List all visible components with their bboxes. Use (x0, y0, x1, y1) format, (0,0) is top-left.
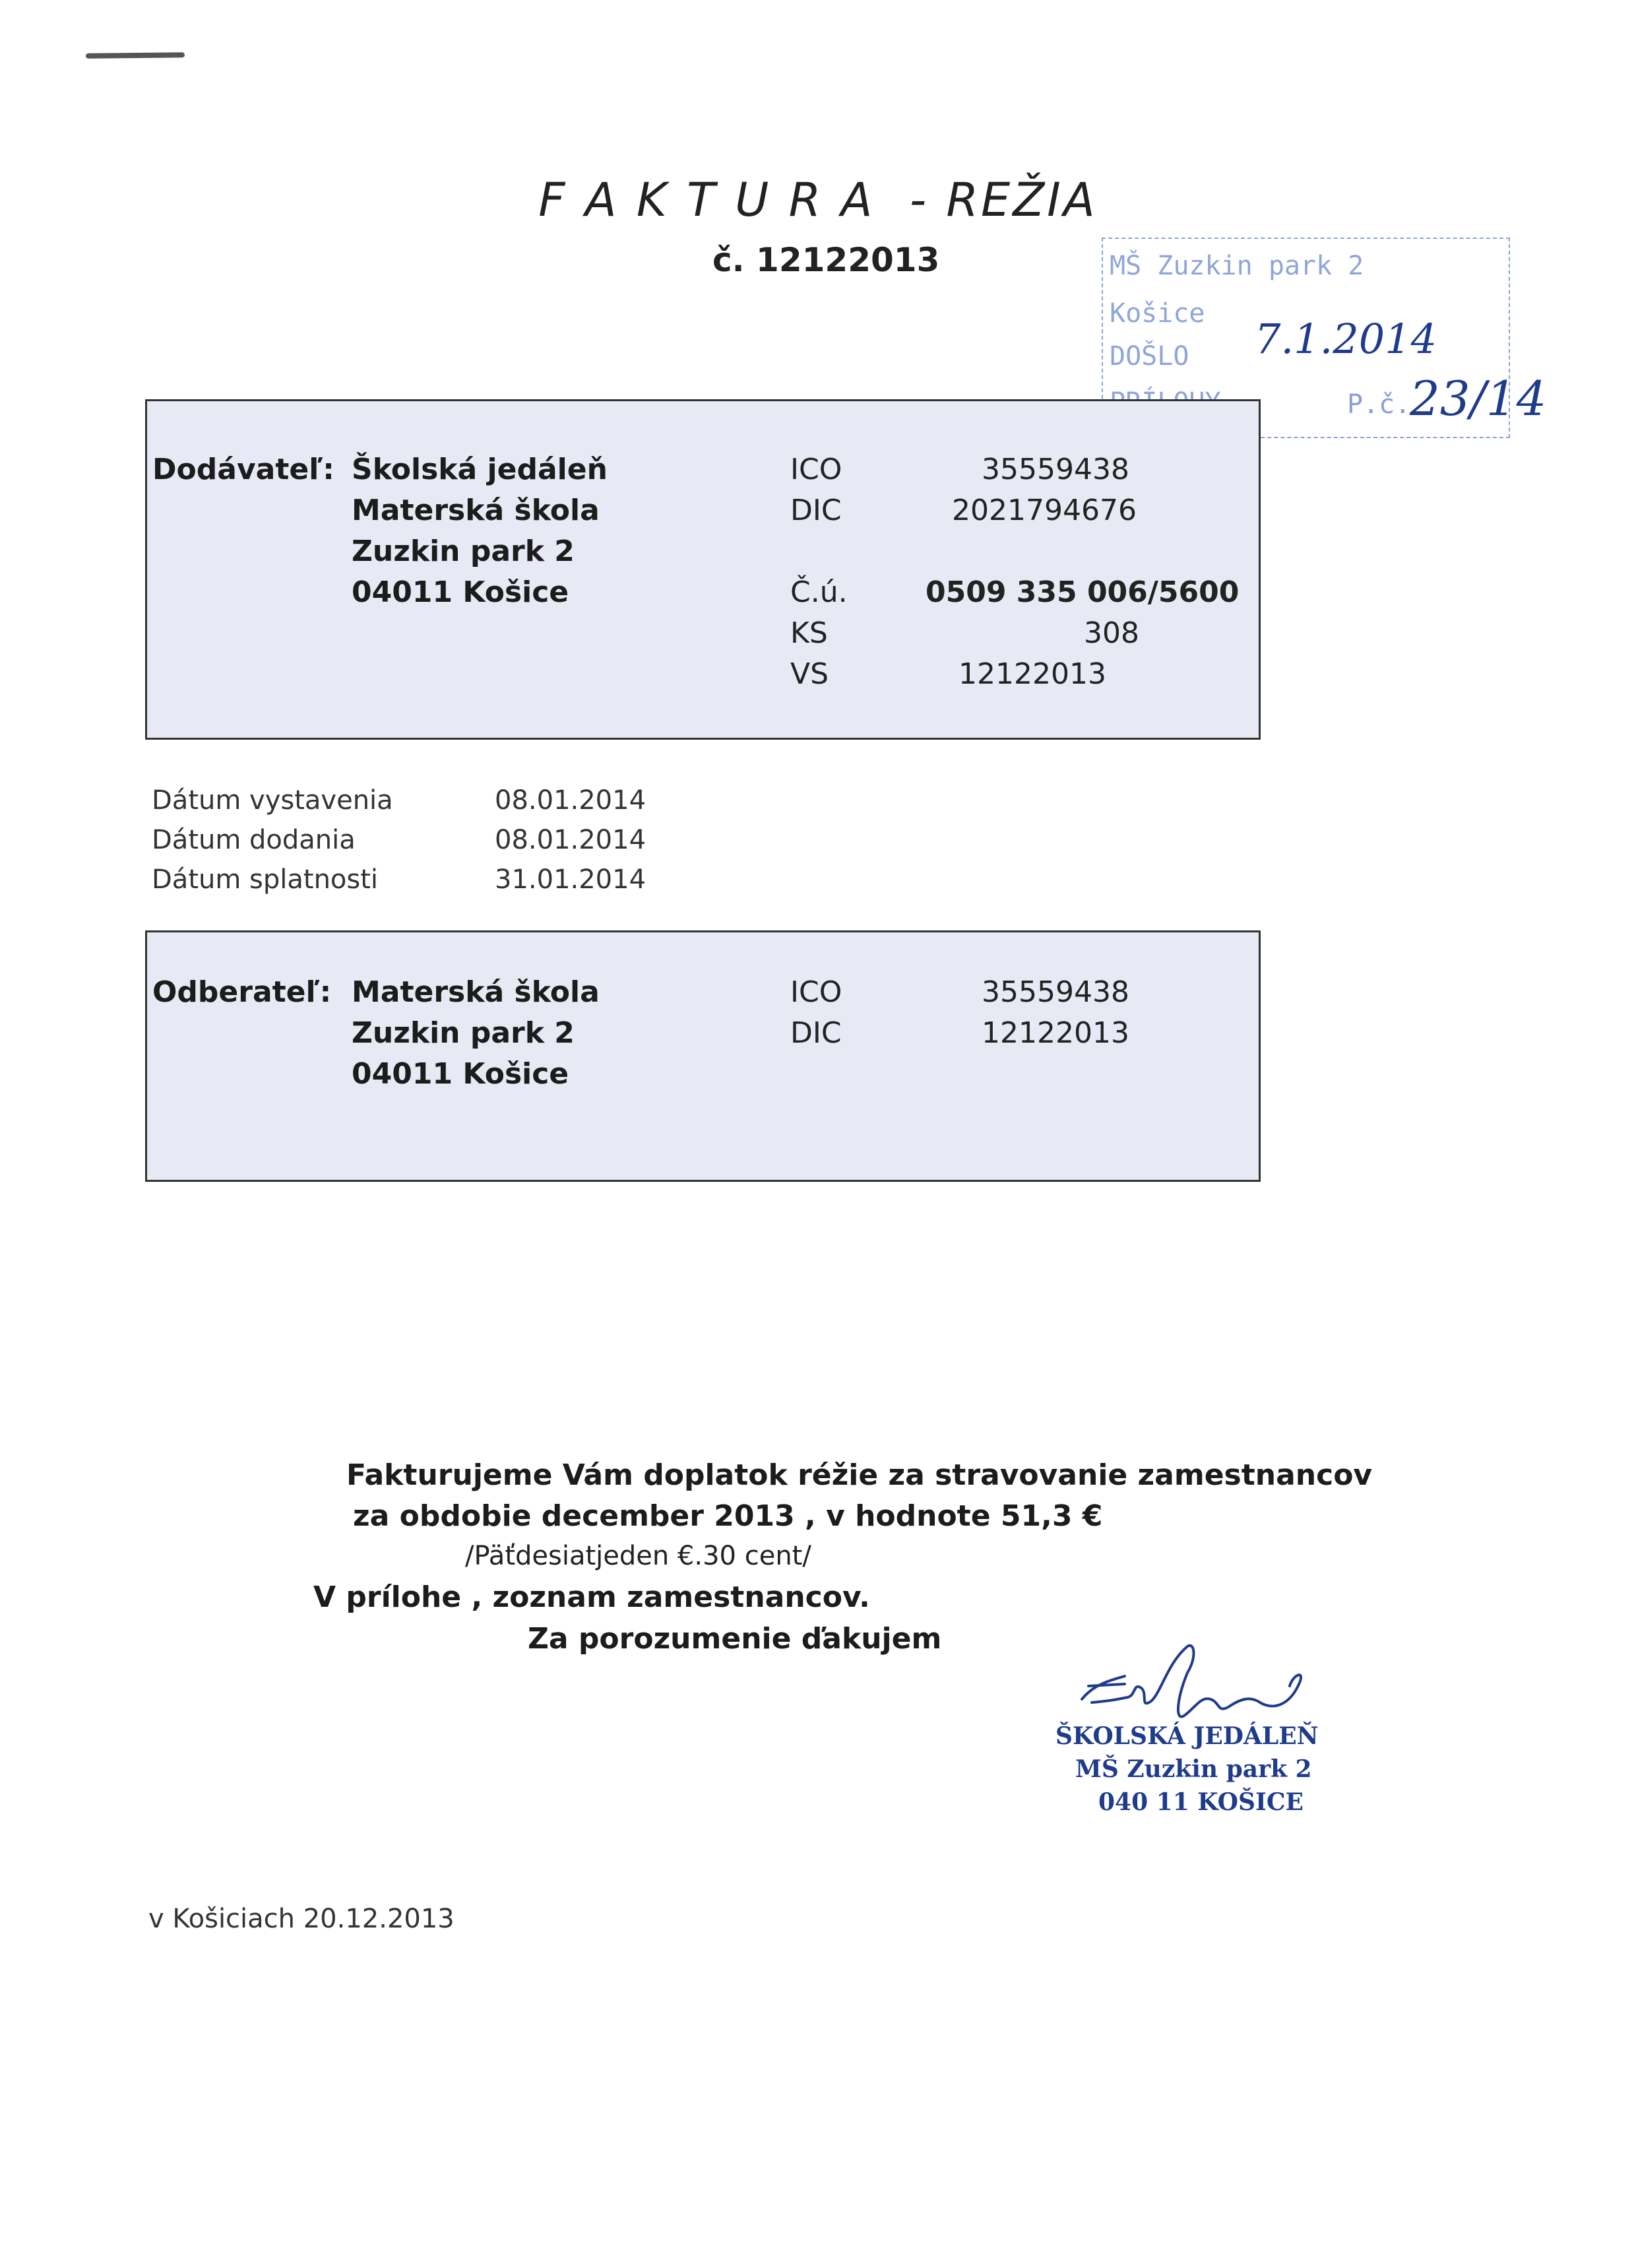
supplier-dic: 2021794676 (952, 494, 1137, 527)
body-line-4: V prílohe , zoznam zamestnancov. (313, 1580, 870, 1614)
signature-stamp-line2: MŠ Zuzkin park 2 (1075, 1755, 1312, 1783)
body-line-5: Za porozumenie ďakujem (528, 1622, 942, 1656)
stamp-line-school: MŠ Zuzkin park 2 (1110, 251, 1364, 281)
supplier-ks-label: KS (790, 616, 828, 650)
body-line-2: za obdobie december 2013 , v hodnote 51,3 € (353, 1499, 1103, 1533)
supplier-street: Zuzkin park 2 (352, 535, 575, 568)
date-delivery: 08.01.2014 (495, 825, 646, 855)
stamp-pc-label: P.č. (1347, 389, 1411, 420)
customer-box (145, 930, 1261, 1182)
stamp-line-received: DOŠLO (1110, 341, 1189, 372)
customer-ico: 35559438 (982, 975, 1129, 1009)
date-delivery-label: Dátum dodania (152, 825, 356, 855)
supplier-vs: 12122013 (959, 657, 1106, 691)
date-issued-label: Dátum vystavenia (152, 785, 393, 816)
date-issued: 08.01.2014 (495, 785, 646, 816)
date-due: 31.01.2014 (495, 864, 646, 895)
customer-name: Materská škola (352, 975, 600, 1009)
scan-mark (86, 52, 185, 59)
supplier-ico: 35559438 (982, 453, 1129, 486)
signature-stamp-line1: ŠKOLSKÁ JEDÁLEŇ (1055, 1722, 1319, 1750)
customer-street: Zuzkin park 2 (352, 1016, 575, 1050)
supplier-account: 0509 335 006/5600 (926, 575, 1240, 609)
stamp-handwritten-date: 7.1.2014 (1255, 315, 1437, 363)
body-line-3: /Päťdesiatjeden €.30 cent/ (465, 1541, 811, 1571)
supplier-line2: Materská škola (352, 494, 600, 527)
handwritten-signature (1062, 1636, 1379, 1735)
customer-dic: 12122013 (982, 1016, 1129, 1050)
supplier-city: 04011 Košice (352, 575, 569, 609)
customer-ico-label: ICO (790, 975, 842, 1009)
supplier-vs-label: VS (790, 657, 829, 691)
supplier-dic-label: DIC (790, 494, 842, 527)
place-and-date: v Košiciach 20.12.2013 (148, 1904, 455, 1934)
body-line-1: Fakturujeme Vám doplatok réžie za stravovanie zamestnancov (346, 1458, 1373, 1492)
supplier-name: Školská jedáleň (352, 453, 608, 486)
signature-block (1055, 1636, 1425, 1816)
customer-city: 04011 Košice (352, 1057, 569, 1091)
supplier-label: Dodávateľ: (152, 453, 334, 486)
customer-label: Odberateľ: (152, 975, 332, 1009)
supplier-account-label: Č.ú. (790, 575, 848, 609)
supplier-box (145, 399, 1261, 740)
invoice-number: č. 12122013 (712, 241, 940, 279)
date-due-label: Dátum splatnosti (152, 864, 379, 895)
invoice-title: F A K T U R A - REŽIA (538, 173, 1098, 227)
stamp-line-city: Košice (1110, 298, 1205, 329)
supplier-ico-label: ICO (790, 453, 842, 486)
customer-dic-label: DIC (790, 1016, 842, 1050)
signature-stamp-line3: 040 11 KOŠICE (1098, 1788, 1304, 1816)
stamp-handwritten-number: 23/14 (1410, 371, 1547, 426)
supplier-ks: 308 (1084, 616, 1139, 650)
